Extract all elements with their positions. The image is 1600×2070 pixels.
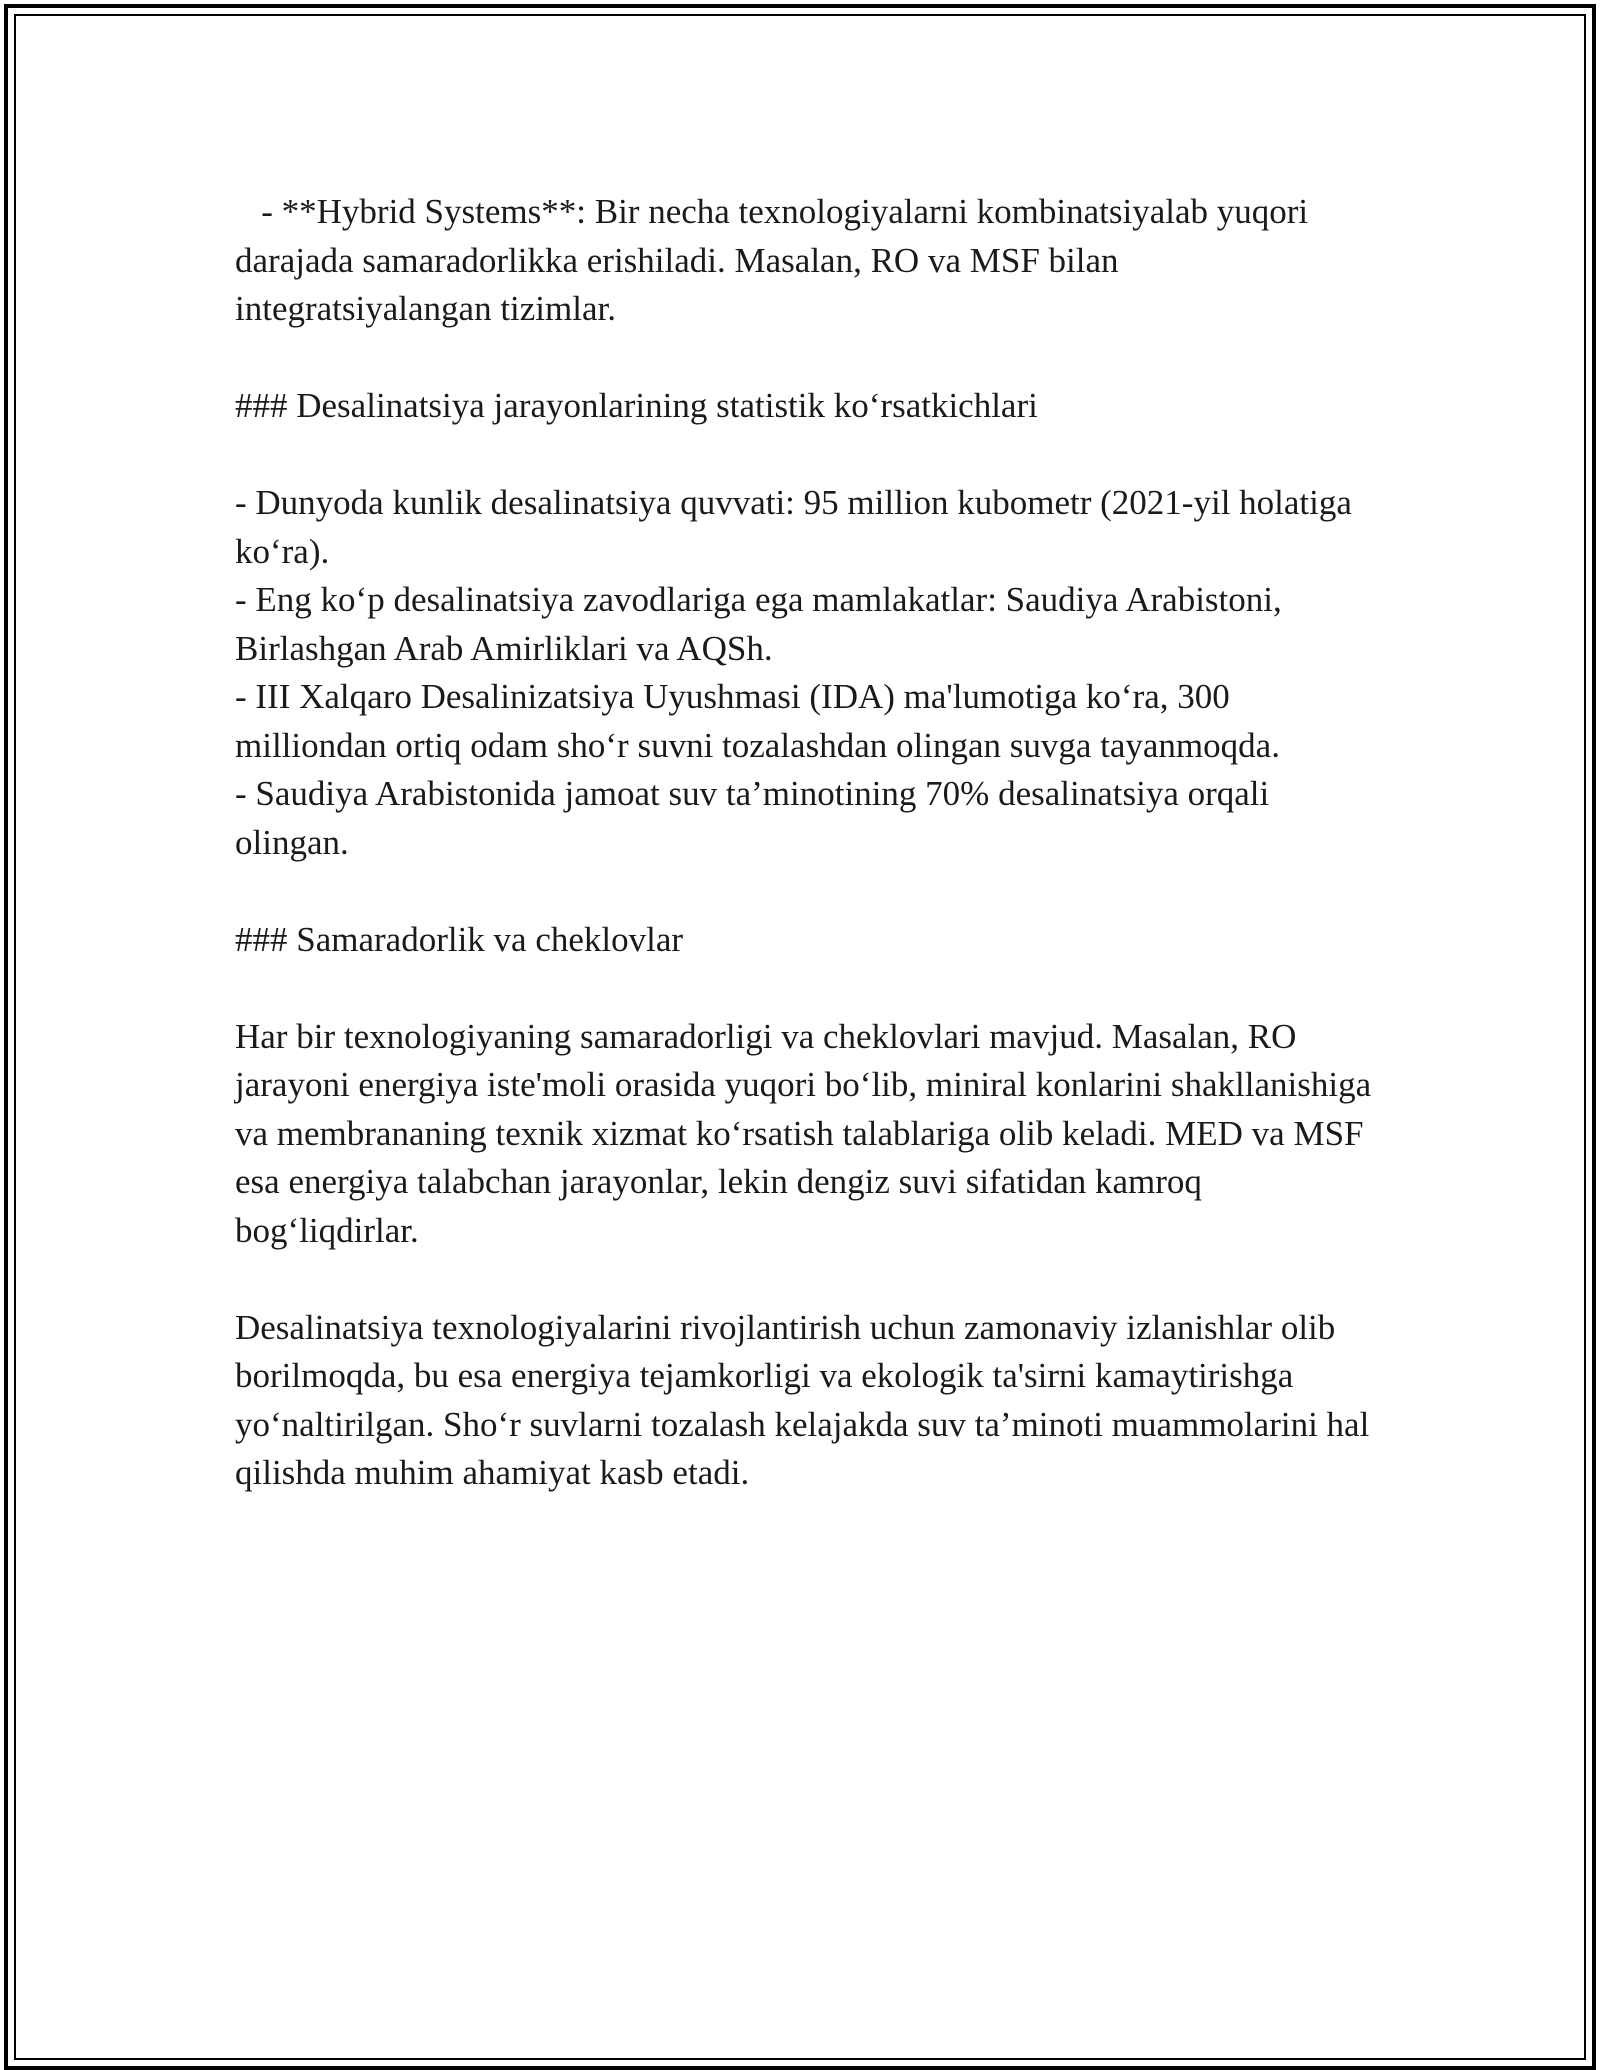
efficiency-paragraph: Har bir texnologiyaning samaradorligi va cheklovlari mavjud. Masalan, RO jarayoni energiya iste'moli orasida yuqori bo‘lib, miniral konlarini shakllanishiga va membrananing texnik xizmat ko‘rsatish talablariga olib keladi. MED va MSF esa energiya talabchan jarayonlar, lekin dengiz suvi sifatidan kamroq bog‘liqdirlar. [235,1016,1380,1250]
paragraph-gap [235,964,1375,1013]
hybrid-systems-paragraph: - **Hybrid Systems**: Bir necha texnologiyalarni kombinatsiyalab yuqori darajada samaradorlikka erishiladi. Masalan, RO va MSF bilan integratsiyalangan tizimlar. [235,192,1317,328]
paragraph-gap [235,334,1375,383]
conclusion-paragraph: Desalinatsiya texnologiyalarini rivojlantirish uchun zamonaviy izlanishlar olib borilmoqda, bu esa energiya tejamkorligi va ekologik ta'sirni kamaytirishga yo‘naltirilgan. Sho‘r suvlarni tozalash kelajakda suv ta’minoti muammolarini hal qilishda muhim ahamiyat kasb etadi. [235,1307,1379,1492]
paragraph-gap [235,431,1375,480]
efficiency-heading: ### Samaradorlik va cheklovlar [235,919,684,959]
paragraph-gap [235,1255,1375,1304]
document-body [235,188,1380,1498]
statistics-list: - Dunyoda kunlik desalinatsiya quvvati: 95 million kubometr (2021-yil holatiga ko‘ra). - Eng ko‘p desalinatsiya zavodlariga ega mamlakatlar: Saudiya Arabistoni, Birlashgan Arab Amirliklari va AQSh. - III Xalqaro Desalinizatsiya Uyushmasi (IDA) ma'lumotiga ko‘ra, 300 milliondan ortiq odam sho‘r suvni tozalashdan olingan suvga tayanmoqda. - Saudiya Arabistonida jamoat suv ta’minotining 70% desalinatsiya orqali olingan. [235,483,1352,862]
paragraph-gap [235,867,1375,916]
statistics-heading: ### Desalinatsiya jarayonlarining statistik ko‘rsatkichlari [235,386,1038,425]
